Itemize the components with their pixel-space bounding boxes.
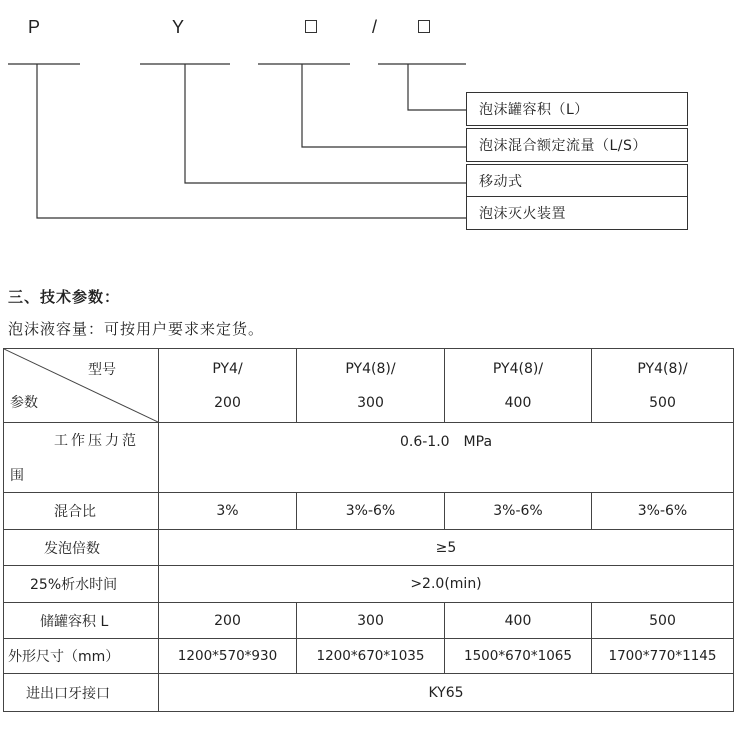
model-header xyxy=(159,349,297,423)
table-row xyxy=(4,493,734,530)
code-letter-p: P xyxy=(28,17,41,37)
code-slash: / xyxy=(372,17,378,37)
model-line1: PY4(8)/ xyxy=(637,360,688,377)
table-header-row xyxy=(4,349,734,423)
table-row xyxy=(4,674,734,712)
spec-table xyxy=(3,348,734,712)
table-cell: 400 xyxy=(445,603,592,639)
row-label xyxy=(4,423,159,493)
section-title: 三、技术参数： xyxy=(8,288,121,306)
corner-label-model: 型号 xyxy=(88,362,116,378)
table-cell: 3%-6% xyxy=(592,493,734,530)
model-line2: 500 xyxy=(649,394,676,411)
table-row xyxy=(4,603,734,639)
table-cell: 1200*570*930 xyxy=(159,639,297,674)
table-cell: 1700*770*1145 xyxy=(592,639,734,674)
table-cell: 1200*670*1035 xyxy=(297,639,445,674)
row-label: 发泡倍数 xyxy=(4,530,159,566)
legend-mix-flow: 泡沫混合额定流量（L/S） xyxy=(466,128,688,162)
row-label-line1: 工作压力范 xyxy=(54,433,139,449)
subtitle: 泡沫液容量：可按用户要求来定货。 xyxy=(8,320,265,338)
table-cell: 1500*670*1065 xyxy=(445,639,592,674)
table-row xyxy=(4,423,734,493)
model-line2: 400 xyxy=(504,394,532,411)
model-header xyxy=(445,349,592,423)
legend-mobile: 移动式 xyxy=(466,164,688,198)
model-line1: PY4(8)/ xyxy=(492,360,544,377)
row-label: 25%析水时间 xyxy=(4,566,159,603)
pressure-value: 0.6-1.0 MPa xyxy=(159,423,734,493)
model-header xyxy=(592,349,734,423)
legend-tank-volume: 泡沫罐容积（L） xyxy=(466,92,688,126)
legend-foam-extinguisher: 泡沫灭火装置 xyxy=(466,196,688,230)
row-label: 储罐容积 L xyxy=(4,603,159,639)
table-cell: 3% xyxy=(159,493,297,530)
table-row xyxy=(4,639,734,674)
table-cell: 3%-6% xyxy=(445,493,592,530)
model-line2: 300 xyxy=(357,394,384,411)
table-cell: 300 xyxy=(297,603,445,639)
table-row xyxy=(4,566,734,603)
model-header xyxy=(297,349,445,423)
table-cell: 500 xyxy=(592,603,734,639)
table-cell: 200 xyxy=(159,603,297,639)
model-line2: 200 xyxy=(214,394,241,411)
corner-cell xyxy=(4,349,159,423)
connection-value: KY65 xyxy=(159,674,734,712)
table-row xyxy=(4,530,734,566)
row-label: 外形尺寸（mm） xyxy=(4,639,159,674)
model-line1: PY4/ xyxy=(212,360,243,377)
row-label-line2: 围 xyxy=(10,468,24,484)
code-letter-y: Y xyxy=(172,17,185,37)
table-cell: 3%-6% xyxy=(297,493,445,530)
drain-time-value: >2.0(min) xyxy=(159,566,734,603)
corner-label-param: 参数 xyxy=(10,395,38,411)
model-line1: PY4(8)/ xyxy=(345,360,396,377)
row-label: 混合比 xyxy=(4,493,159,530)
row-label: 进出口牙接口 xyxy=(4,674,159,712)
expansion-value: ≥5 xyxy=(159,530,734,566)
